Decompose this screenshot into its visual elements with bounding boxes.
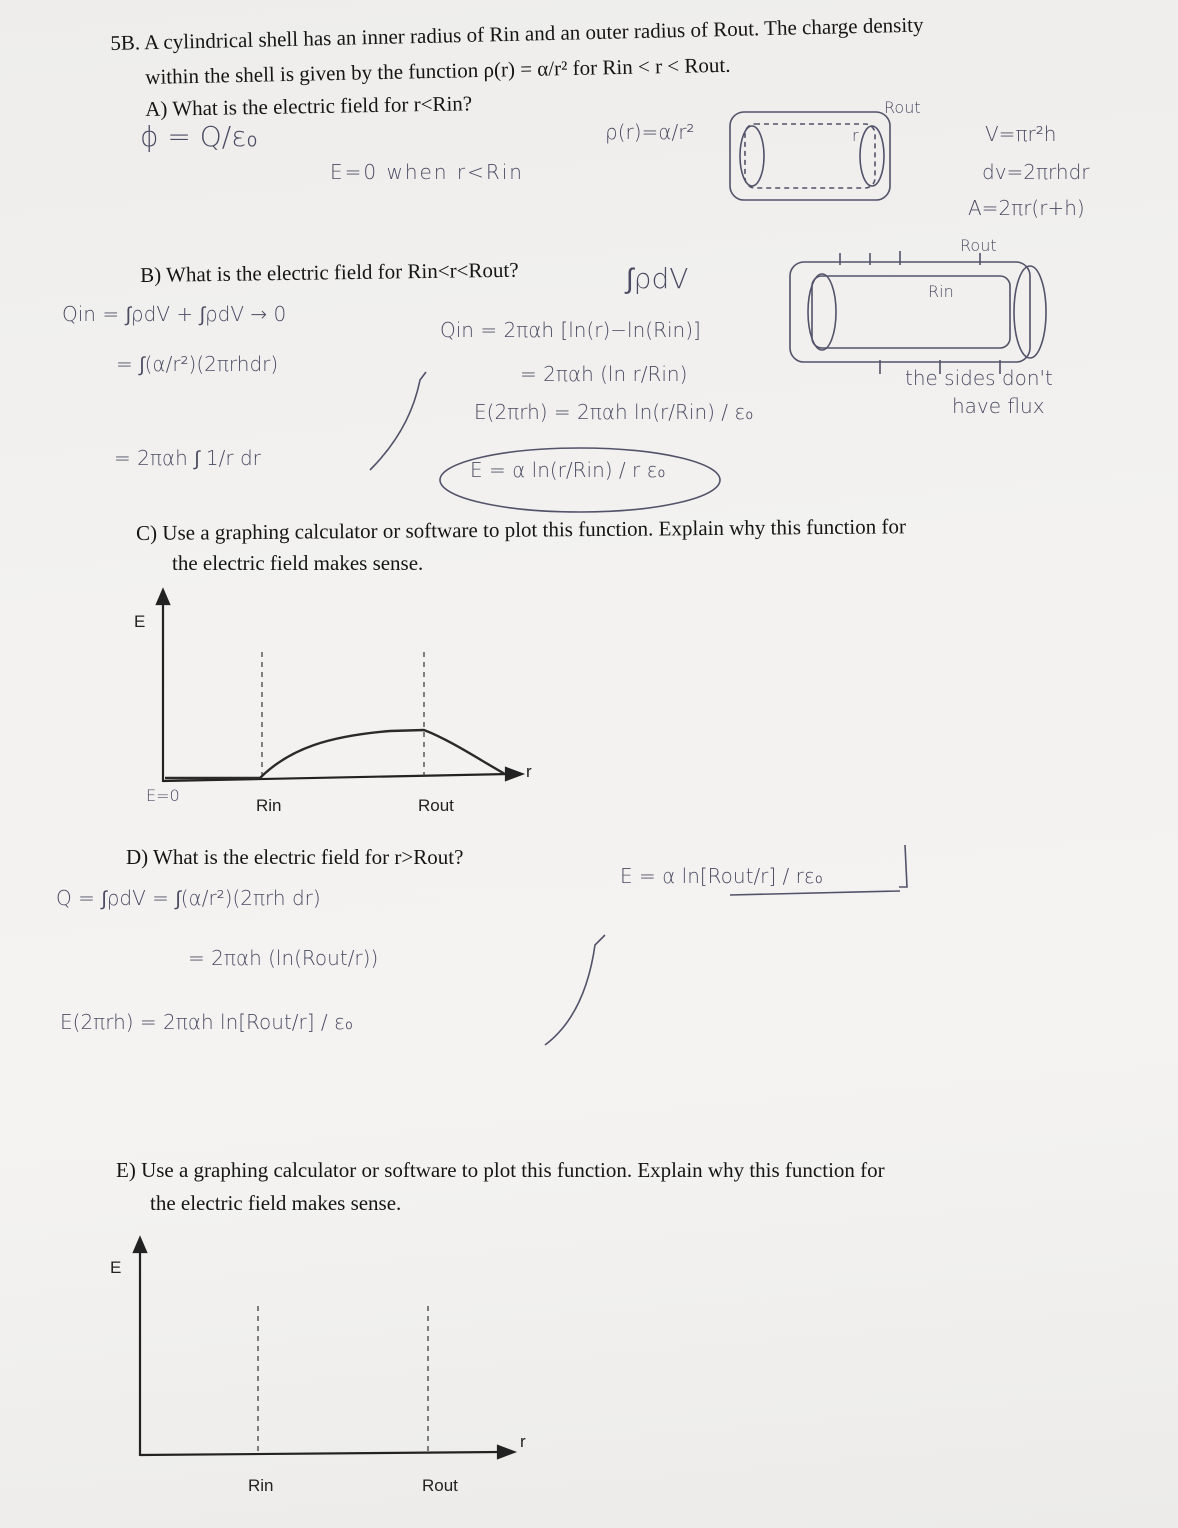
hw-qin-integral-1: Qin = ∫ρdV + ∫ρdV → 0 xyxy=(62,302,287,326)
graph2-y-arrow xyxy=(134,1238,146,1252)
hw-qin-result-2: = 2παh (ln r/Rin) xyxy=(520,362,688,386)
hw-q-result-d: = 2παh (ln(Rout/r)) xyxy=(188,946,379,970)
hw-gauss-equation-d: E(2πrh) = 2παh ln[Rout/r] / ε₀ xyxy=(60,1010,353,1034)
hw-field-zero-inside: E=0 when r<Rin xyxy=(330,160,524,184)
hw-qin-integral-3: = 2παh ∫ 1/r dr xyxy=(114,446,261,470)
part-c-question-line2: the electric field makes sense. xyxy=(172,551,424,575)
part-c-question-line1: C) Use a graphing calculator or software to plot this function. Explain why this function for xyxy=(136,514,907,545)
hw-qin-result-1: Qin = 2παh [ln(r)−ln(Rin)] xyxy=(440,318,701,342)
part-e-question-line1: E) Use a graphing calculator or software to plot this function. Explain why this function for xyxy=(116,1158,885,1182)
hw-area-formula: A=2πr(r+h) xyxy=(968,196,1085,220)
hw-graph1-origin-note: E=0 xyxy=(146,786,180,805)
hw-rout-label-top: Rout xyxy=(884,98,921,117)
graph2-x-arrow xyxy=(498,1446,514,1458)
hw-rin-label-b: Rin xyxy=(928,282,954,301)
hw-rout-label-b: Rout xyxy=(960,236,997,255)
part-e-question-line2: the electric field makes sense. xyxy=(150,1191,402,1215)
hw-sides-note-1: the sides don't xyxy=(905,366,1053,390)
hw-field-result-d: E = α ln[Rout/r] / rε₀ xyxy=(620,864,823,888)
part-a-question: A) What is the electric field for r<Rin? xyxy=(145,91,473,121)
hw-volume-formula: V=πr²h xyxy=(985,122,1057,146)
graph1-y-label: E xyxy=(134,612,146,631)
graph1-x-label: r xyxy=(526,762,532,781)
problem-line2: within the shell is given by the function ρ(r) = α/r² for Rin < r < Rout. xyxy=(145,52,731,89)
problem-header: 5B. A cylindrical shell has an inner radius of Rin and an outer radius of Rout. The charge density xyxy=(110,12,924,55)
hw-q-integral-d: Q = ∫ρdV = ∫(α/r²)(2πrh dr) xyxy=(56,886,321,910)
graph2-y-label: E xyxy=(110,1258,122,1277)
hw-r-label-top: r xyxy=(852,126,859,145)
part-b-question: B) What is the electric field for Rin<r<Rout? xyxy=(140,257,519,287)
graph1-rin-tick: Rin xyxy=(256,796,282,815)
graph2-rin-tick: Rin xyxy=(248,1476,274,1495)
hw-qin-integral-2: = ∫(α/r²)(2πrhdr) xyxy=(116,352,279,376)
part-d-question: D) What is the electric field for r>Rout? xyxy=(126,845,464,869)
hw-gauss-equation-b: E(2πrh) = 2παh ln(r/Rin) / ε₀ xyxy=(474,400,754,424)
graph2-x-label: r xyxy=(520,1432,526,1451)
graph2-rout-tick: Rout xyxy=(422,1476,458,1495)
graph2-x-axis xyxy=(140,1452,500,1455)
graph1-rout-tick: Rout xyxy=(418,796,454,815)
hw-gauss-law: ϕ = Q/ε₀ xyxy=(140,120,258,153)
hw-field-result-b: E = α ln(r/Rin) / r ε₀ xyxy=(470,458,666,482)
hw-density-function: ρ(r)=α/r² xyxy=(605,120,695,144)
hw-rho-dv-integral: ∫ρdV xyxy=(626,262,689,295)
hw-sides-note-2: have flux xyxy=(952,394,1045,418)
hw-dv-formula: dv=2πrhdr xyxy=(982,160,1090,184)
